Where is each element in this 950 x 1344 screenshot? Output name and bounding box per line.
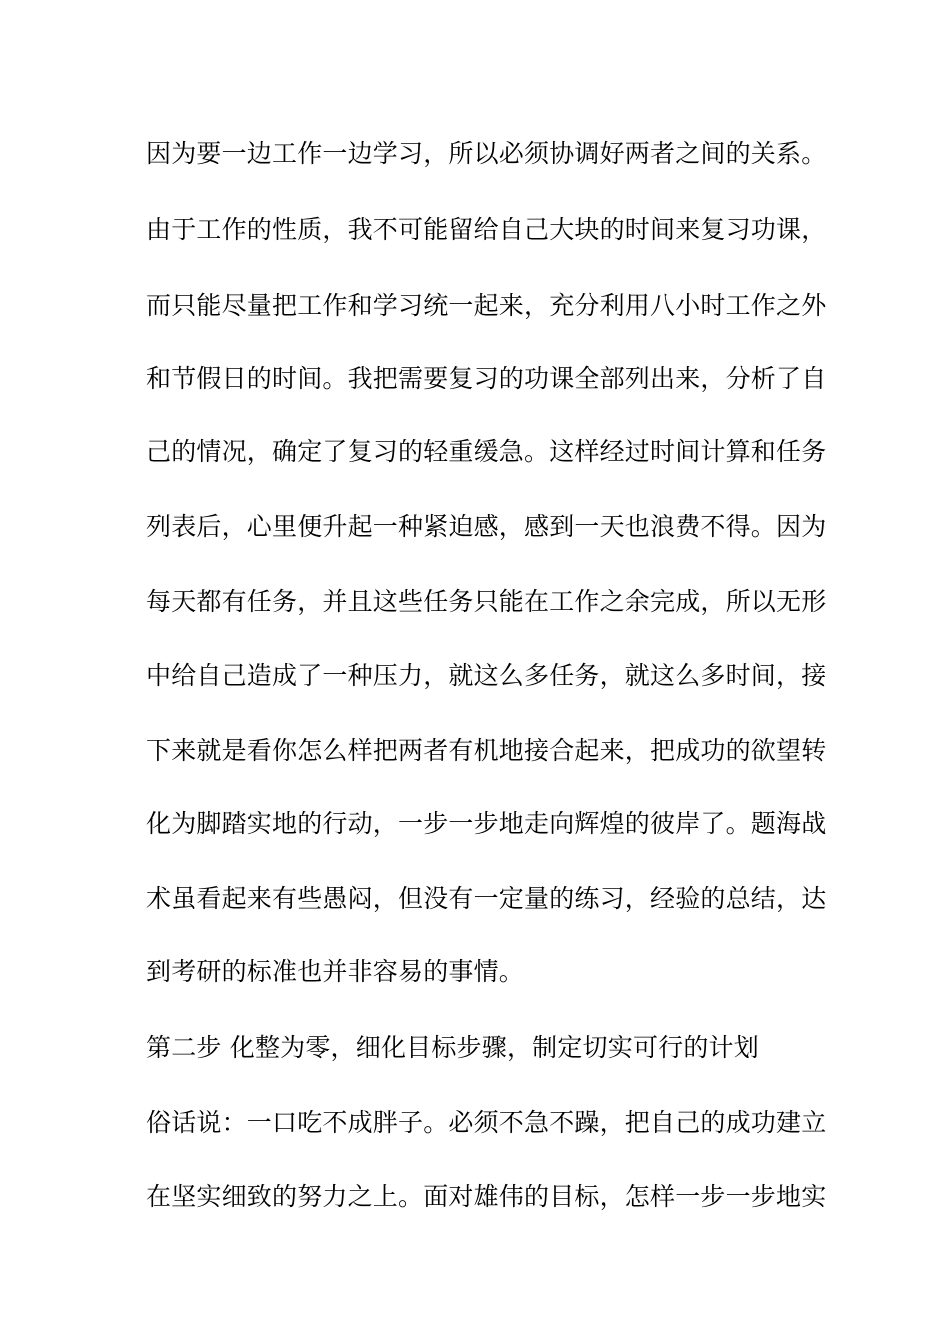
text-line: 由于工作的性质，我不可能留给自己大块的时间来复习功课， [146,215,827,244]
section-heading: 第二步 化整为零，细化目标步骤，制定切实可行的计划 [146,1033,759,1062]
text-line: 因为要一边工作一边学习，所以必须协调好两者之间的关系。 [146,139,827,168]
text-line: 每天都有任务，并且这些任务只能在工作之余完成，所以无形 [146,587,827,616]
text-line: 列表后，心里便升起一种紧迫感，感到一天也浪费不得。因为 [146,512,827,541]
text-line: 下来就是看你怎么样把两者有机地接合起来，把成功的欲望转 [146,736,827,765]
text-line: 和节假日的时间。我把需要复习的功课全部列出来，分析了自 [146,364,827,393]
text-line: 中给自己造成了一种压力，就这么多任务，就这么多时间，接 [146,661,827,690]
text-line: 己的情况，确定了复习的轻重缓急。这样经过时间计算和任务 [146,437,827,466]
text-line: 俗话说：一口吃不成胖子。必须不急不躁，把自己的成功建立 [146,1108,827,1137]
text-line: 化为脚踏实地的行动，一步一步地走向辉煌的彼岸了。题海战 [146,809,827,838]
text-line: 在坚实细致的努力之上。面对雄伟的目标，怎样一步一步地实 [146,1182,827,1211]
text-line: 而只能尽量把工作和学习统一起来，充分利用八小时工作之外 [146,291,827,320]
text-line: 到考研的标准也并非容易的事情。 [146,957,525,986]
text-line: 术虽看起来有些愚闷，但没有一定量的练习，经验的总结，达 [146,884,827,913]
